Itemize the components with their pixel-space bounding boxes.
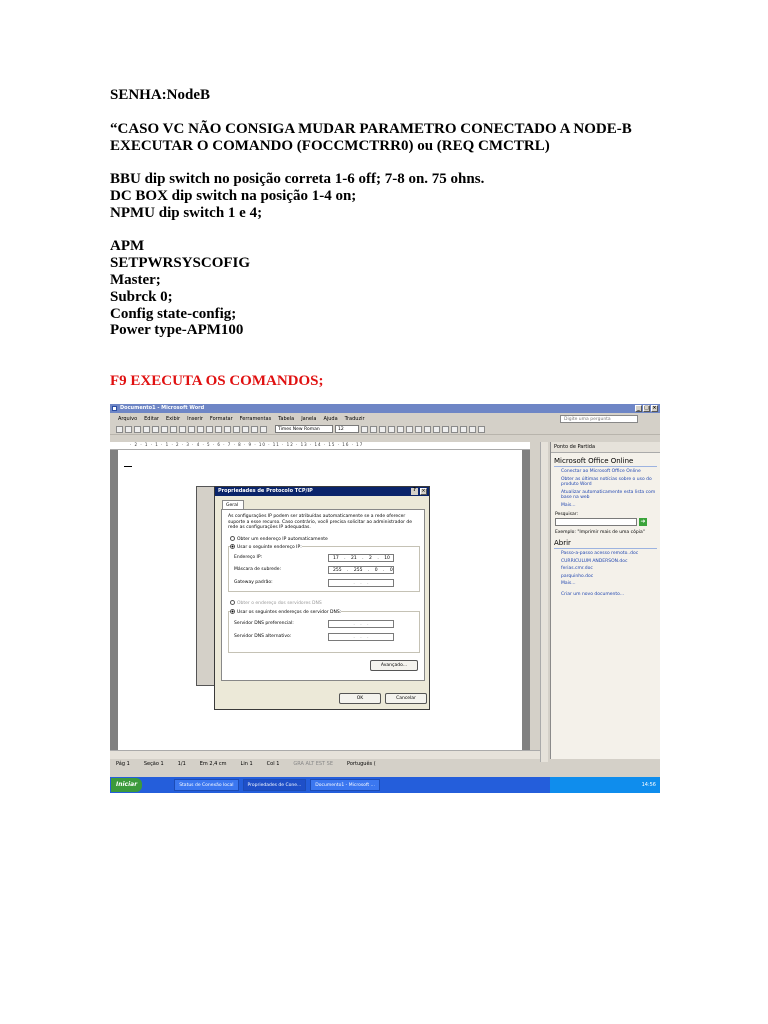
master-line: Master;	[110, 272, 161, 288]
table-icon[interactable]	[233, 426, 240, 433]
menu-item[interactable]: Exibir	[165, 415, 181, 422]
task-pane	[550, 442, 660, 759]
status-line: Lin 1	[240, 761, 253, 767]
dialog-title: Propriedades de Protocolo TCP/IP	[215, 487, 429, 496]
columns-icon[interactable]	[242, 426, 249, 433]
window-titlebar	[110, 404, 660, 413]
use-dns-label: Usar os seguintes endereços de servidor DNS:	[237, 610, 342, 615]
print-icon[interactable]	[152, 426, 159, 433]
new-document-link[interactable]: Criar um novo documento...	[561, 591, 625, 597]
minimize-icon[interactable]: _	[635, 405, 642, 412]
text-cursor	[124, 466, 132, 467]
line-spacing-icon[interactable]	[424, 426, 431, 433]
auto-ip-radio[interactable]	[230, 536, 235, 541]
use-dns-option	[230, 609, 341, 616]
status-bar	[110, 759, 660, 769]
taskbar-item[interactable]: Propriedades de Cone...	[243, 779, 307, 791]
instruction-line-2: EXECUTAR O COMANDO (FOCCMCTRR0) ou (REQ CMCTRL)	[110, 138, 550, 154]
numbering-icon[interactable]	[433, 426, 440, 433]
setpwr-line: SETPWRSYSCOFIG	[110, 255, 251, 271]
auto-dns-radio[interactable]	[230, 600, 235, 605]
status-section: Seção 1	[143, 761, 164, 767]
apm-line: APM	[110, 238, 145, 254]
dns-alt-label: Servidor DNS alternativo:	[234, 634, 292, 639]
f9-line: F9 EXECUTA OS COMANDOS;	[110, 373, 324, 389]
menu-item[interactable]: Formatar	[209, 415, 233, 422]
task-pane-search-input[interactable]	[555, 518, 637, 526]
preview-icon[interactable]	[161, 426, 168, 433]
save-icon[interactable]	[134, 426, 141, 433]
tab-geral[interactable]: Geral	[222, 500, 244, 509]
status-page: Pág 1	[116, 761, 130, 767]
open-icon[interactable]	[125, 426, 132, 433]
undo-icon[interactable]	[206, 426, 213, 433]
task-pane-link[interactable]: Mais...	[561, 502, 576, 508]
paste-icon[interactable]	[197, 426, 204, 433]
recent-file[interactable]: Mais...	[561, 581, 576, 586]
subnet-mask-input[interactable]: 255 . 255 . 0 . 0	[328, 566, 394, 574]
status-position: Em 2,4 cm	[199, 761, 227, 767]
use-ip-radio[interactable]	[230, 544, 235, 549]
auto-dns-label: Obter o endereço dos servidores DNS	[237, 601, 322, 606]
status-column: Col 1	[266, 761, 280, 767]
justify-icon[interactable]	[415, 426, 422, 433]
ruler: · 2 · 1 · 1 · 1 · 2 · 3 · 4 · 5 · 6 · 7 · 8 · 9 · 10 · 11 · 12 · 13 · 14 · 15 · 16 · 17	[110, 442, 530, 450]
system-tray	[550, 777, 660, 793]
align-right-icon[interactable]	[406, 426, 413, 433]
hyperlink-icon[interactable]	[224, 426, 231, 433]
menu-item[interactable]: Tabela	[278, 415, 295, 422]
status-modes: GRA ALT EST SE	[293, 761, 334, 767]
search-example: Exemplo: "Imprimir mais de uma cópia"	[555, 530, 645, 535]
dcbox-line: DC BOX dip switch na posição 1-4 on;	[110, 188, 357, 204]
dialog-intro: As configurações IP podem ser atribuídas automaticamente se a rede oferecer suporte a esse recurso. Caso contrário, você precisa solicitar ao administrador de rede as configurações IP adequadas.	[228, 514, 413, 530]
general-panel	[221, 509, 425, 681]
help-icon[interactable]: ?	[411, 488, 418, 495]
map-icon[interactable]	[260, 426, 267, 433]
use-ip-label: Usar o seguinte endereço IP:	[237, 545, 302, 550]
start-button[interactable]: Iniciar	[111, 778, 142, 792]
menu-item[interactable]: Editar	[144, 415, 159, 422]
close-icon[interactable]: ×	[652, 405, 657, 411]
subrck-line: Subrck 0;	[110, 289, 173, 305]
windows-taskbar	[110, 777, 660, 793]
recent-file[interactable]: parquinho.doc	[561, 573, 594, 579]
help-search-input[interactable]: Digite uma pergunta	[560, 415, 638, 423]
menu-item[interactable]: Arquivo	[118, 415, 138, 422]
use-ip-option	[230, 544, 302, 551]
use-dns-radio[interactable]	[230, 609, 235, 614]
instruction-line-1: “CASO VC NÃO CONSIGA MUDAR PARAMETRO CONECTADO A NODE-B	[110, 121, 632, 137]
recent-file[interactable]: Passo-a-passo acesso remoto..doc	[561, 551, 639, 556]
taskbar-item[interactable]: Status de Conexão local	[174, 779, 238, 791]
maximize-icon[interactable]: □	[644, 405, 649, 411]
status-pages: 1/1	[177, 761, 186, 767]
auto-dns-option	[230, 600, 322, 607]
office-online-heading: Microsoft Office Online	[554, 457, 657, 467]
italic-icon[interactable]	[370, 426, 377, 433]
dialog-close-icon[interactable]: ×	[421, 488, 426, 494]
cancel-button[interactable]: Cancelar	[385, 693, 427, 704]
indent-icon[interactable]	[451, 426, 458, 433]
tcpip-dialog	[214, 486, 430, 710]
spelling-icon[interactable]	[170, 426, 177, 433]
open-heading: Abrir	[554, 539, 657, 549]
mask-label: Máscara de subrede:	[234, 567, 282, 572]
password-line: SENHA:NodeB	[110, 87, 211, 103]
menu-item[interactable]: Ferramentas	[239, 415, 272, 422]
recent-file[interactable]: ferias.cmr.doc	[561, 566, 593, 571]
taskbar-item[interactable]: Documento1 - Microsoft ...	[310, 779, 380, 791]
go-arrow-icon[interactable]: ➜	[640, 518, 646, 525]
status-language: Português (	[347, 761, 376, 767]
standard-toolbar	[110, 424, 660, 435]
ok-button[interactable]: OK	[339, 693, 381, 704]
clock: 14:56	[641, 782, 656, 788]
gateway-label: Gateway padrão:	[234, 580, 273, 585]
dns-alt-input[interactable]: . . .	[328, 633, 394, 641]
recent-file[interactable]: CURRICULUM ANDERSON.doc	[561, 558, 628, 564]
task-pane-link[interactable]: Atualizar automaticamente esta lista com base na web	[561, 489, 656, 500]
highlight-icon[interactable]	[469, 426, 476, 433]
permission-icon[interactable]	[143, 426, 150, 433]
font-color-icon[interactable]	[478, 426, 485, 433]
align-left-icon[interactable]	[388, 426, 395, 433]
underline-icon[interactable]	[379, 426, 386, 433]
drawing-icon[interactable]	[251, 426, 258, 433]
ip-label: Endereço IP:	[234, 555, 263, 560]
font-name-select[interactable]: Times New Roman	[275, 425, 333, 433]
dns-group	[228, 611, 420, 653]
task-pane-link[interactable]: Conectar ao Microsoft Office Online	[561, 469, 641, 474]
powertype-line: Power type-APM100	[110, 322, 244, 338]
gateway-input[interactable]: . . .	[328, 579, 394, 587]
dns-pref-input[interactable]: . . .	[328, 620, 394, 628]
cut-icon[interactable]	[179, 426, 186, 433]
auto-ip-option	[230, 536, 328, 543]
redo-icon[interactable]	[215, 426, 222, 433]
copy-icon[interactable]	[188, 426, 195, 433]
word-icon	[112, 406, 117, 411]
bbu-line: BBU dip switch no posição correta 1-6 off; 7-8 on. 75 ohns.	[110, 171, 485, 187]
font-size-select[interactable]: 12	[335, 425, 359, 433]
auto-ip-label: Obter um endereço IP automaticamente	[237, 537, 328, 542]
horizontal-scrollbar[interactable]	[110, 750, 540, 759]
vertical-scrollbar[interactable]	[540, 442, 548, 762]
config-line: Config state-config;	[110, 306, 237, 322]
menu-item[interactable]: Inserir	[187, 415, 203, 422]
word-screenshot	[110, 404, 660, 793]
task-pane-link[interactable]: Obter as últimas notícias sobre o uso do produto Word	[561, 476, 652, 487]
advanced-button[interactable]: Avançado...	[370, 660, 418, 671]
dns-pref-label: Servidor DNS preferencial:	[234, 621, 294, 626]
align-center-icon[interactable]	[397, 426, 404, 433]
task-pane-header: Ponto de Partida	[551, 442, 660, 453]
menu-item[interactable]: Traduzir	[344, 415, 365, 422]
search-label: Pesquisar:	[555, 512, 579, 517]
npmu-line: NPMU dip switch 1 e 4;	[110, 205, 263, 221]
window-title: Documento1 - Microsoft Word	[120, 405, 205, 411]
bold-icon[interactable]	[361, 426, 368, 433]
ip-address-input[interactable]: 17 . 21 . 2 . 10	[328, 554, 394, 562]
bullets-icon[interactable]	[442, 426, 449, 433]
new-icon[interactable]	[116, 426, 123, 433]
border-icon[interactable]	[460, 426, 467, 433]
menu-item[interactable]: Janela	[301, 415, 317, 422]
menu-item[interactable]: Ajuda	[323, 415, 338, 422]
